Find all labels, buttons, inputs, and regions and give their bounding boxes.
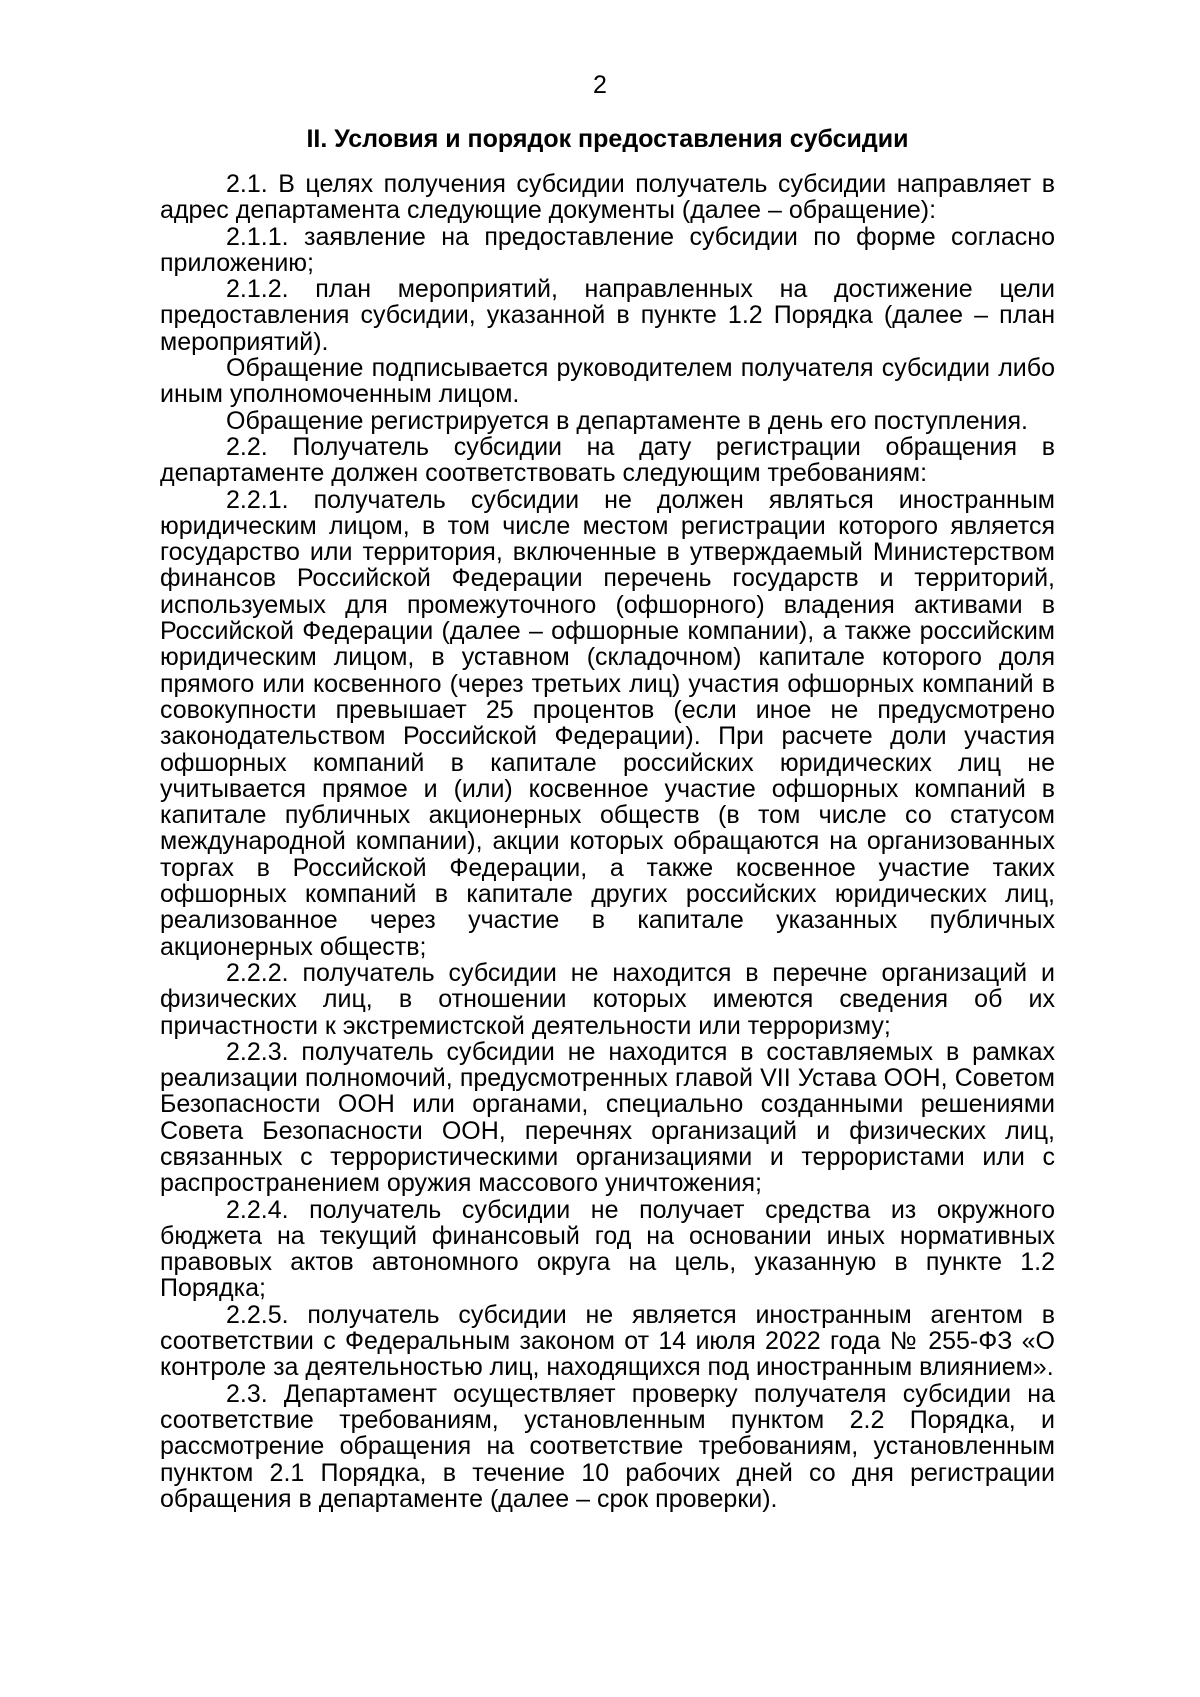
paragraph-2-2: 2.2. Получатель субсидии на дату регистрации обращения в департаменте должен соответствовать следующим требованиям: bbox=[160, 432, 1055, 488]
paragraph-2-2-5: 2.2.5. получатель субсидии не является иностранным агентом в соответствии с Федеральным законом от 14 июля 2022 года № 255-ФЗ «О контроле за деятельностью лиц, находящихся под иностранным влиянием». bbox=[160, 1300, 1055, 1382]
paragraph-registration: Обращение регистрируется в департаменте в день его поступления. bbox=[226, 406, 1028, 435]
paragraph-signing: Обращение подписывается руководителем получателя субсидии либо иным уполномоченным лицом. bbox=[160, 354, 1055, 409]
paragraph-2-3: 2.3. Департамент осуществляет проверку получателя субсидии на соответствие требованиям, установленным пунктом 2.2 Порядка, и рассмотрение обращения на соответствие требованиям, установленным пунктом 2.1 Порядка, в течение 10 рабочих дней со дня регистрации обращения в департаменте (далее – срок проверки). bbox=[160, 1379, 1055, 1513]
paragraph-2-2-2: 2.2.2. получатель субсидии не находится в перечне организаций и физических лиц, в отношении которых имеются сведения об их причастности к экстремистской деятельности или терроризму; bbox=[160, 958, 1055, 1040]
paragraph-2-1: 2.1. В целях получения субсидии получатель субсидии направляет в адрес департамента следующие документы (далее – обращение): bbox=[160, 170, 1055, 225]
paragraph-2-1-2: 2.1.2. план мероприятий, направленных на достижение цели предоставления субсидии, указанной в пункте 1.2 Порядка (далее – план мероприятий). bbox=[160, 275, 1055, 356]
paragraph-2-2-3: 2.2.3. получатель субсидии не находится в составляемых в рамках реализации полномочий, предусмотренных главой VII Устава ООН, Советом Безопасности ООН или органами, специально созданными решениями Совета Безопасности ООН, перечнях организаций и физических лиц, связанных с террористическими организациями и террористами или с распространением оружия массового уничтожения; bbox=[160, 1037, 1055, 1198]
paragraph-2-2-4: 2.2.4. получатель субсидии не получает средства из окружного бюджета на текущий финансовый год на основании иных нормативных правовых актов автономного округа на цель, указанную в пункте 1.2 Порядка; bbox=[160, 1195, 1055, 1303]
paragraph-2-2-1: 2.2.1. получатель субсидии не должен являться иностранным юридическим лицом, в том числе местом регистрации которого является государство или территория, включенные в утверждаемый Министерством финансов Российской Федерации перечень государств и территорий, используемых для промежуточного (офшорного) владения активами в Российской Федерации (далее – офшорные компании), а также российским юридическим лицом, в уставном (складочном) капитале которого доля прямого или косвенного (через третьих лиц) участия офшорных компаний в совокупности превышает 25 процентов (если иное не предусмотрено законодательством Российской Федерации). При расчете доли участия офшорных компаний в капитале российских юридических лиц не учитывается прямое и (или) косвенное участие офшорных компаний в капитале публичных акционерных обществ (в том числе со статусом международной компании), акции которых обращаются на организованных торгах в Российской Федерации, а также косвенное участие таких офшорных компаний в капитале других российских юридических лиц, реализованное через участие в капитале указанных публичных акционерных обществ; bbox=[160, 485, 1055, 961]
paragraph-2-1-1: 2.1.1. заявление на предоставление субсидии по форме согласно приложению; bbox=[160, 222, 1055, 277]
document-body bbox=[160, 171, 1055, 1512]
page-number: 2 bbox=[593, 71, 607, 99]
section-title: II. Условия и порядок предоставления субсидии bbox=[306, 125, 909, 153]
